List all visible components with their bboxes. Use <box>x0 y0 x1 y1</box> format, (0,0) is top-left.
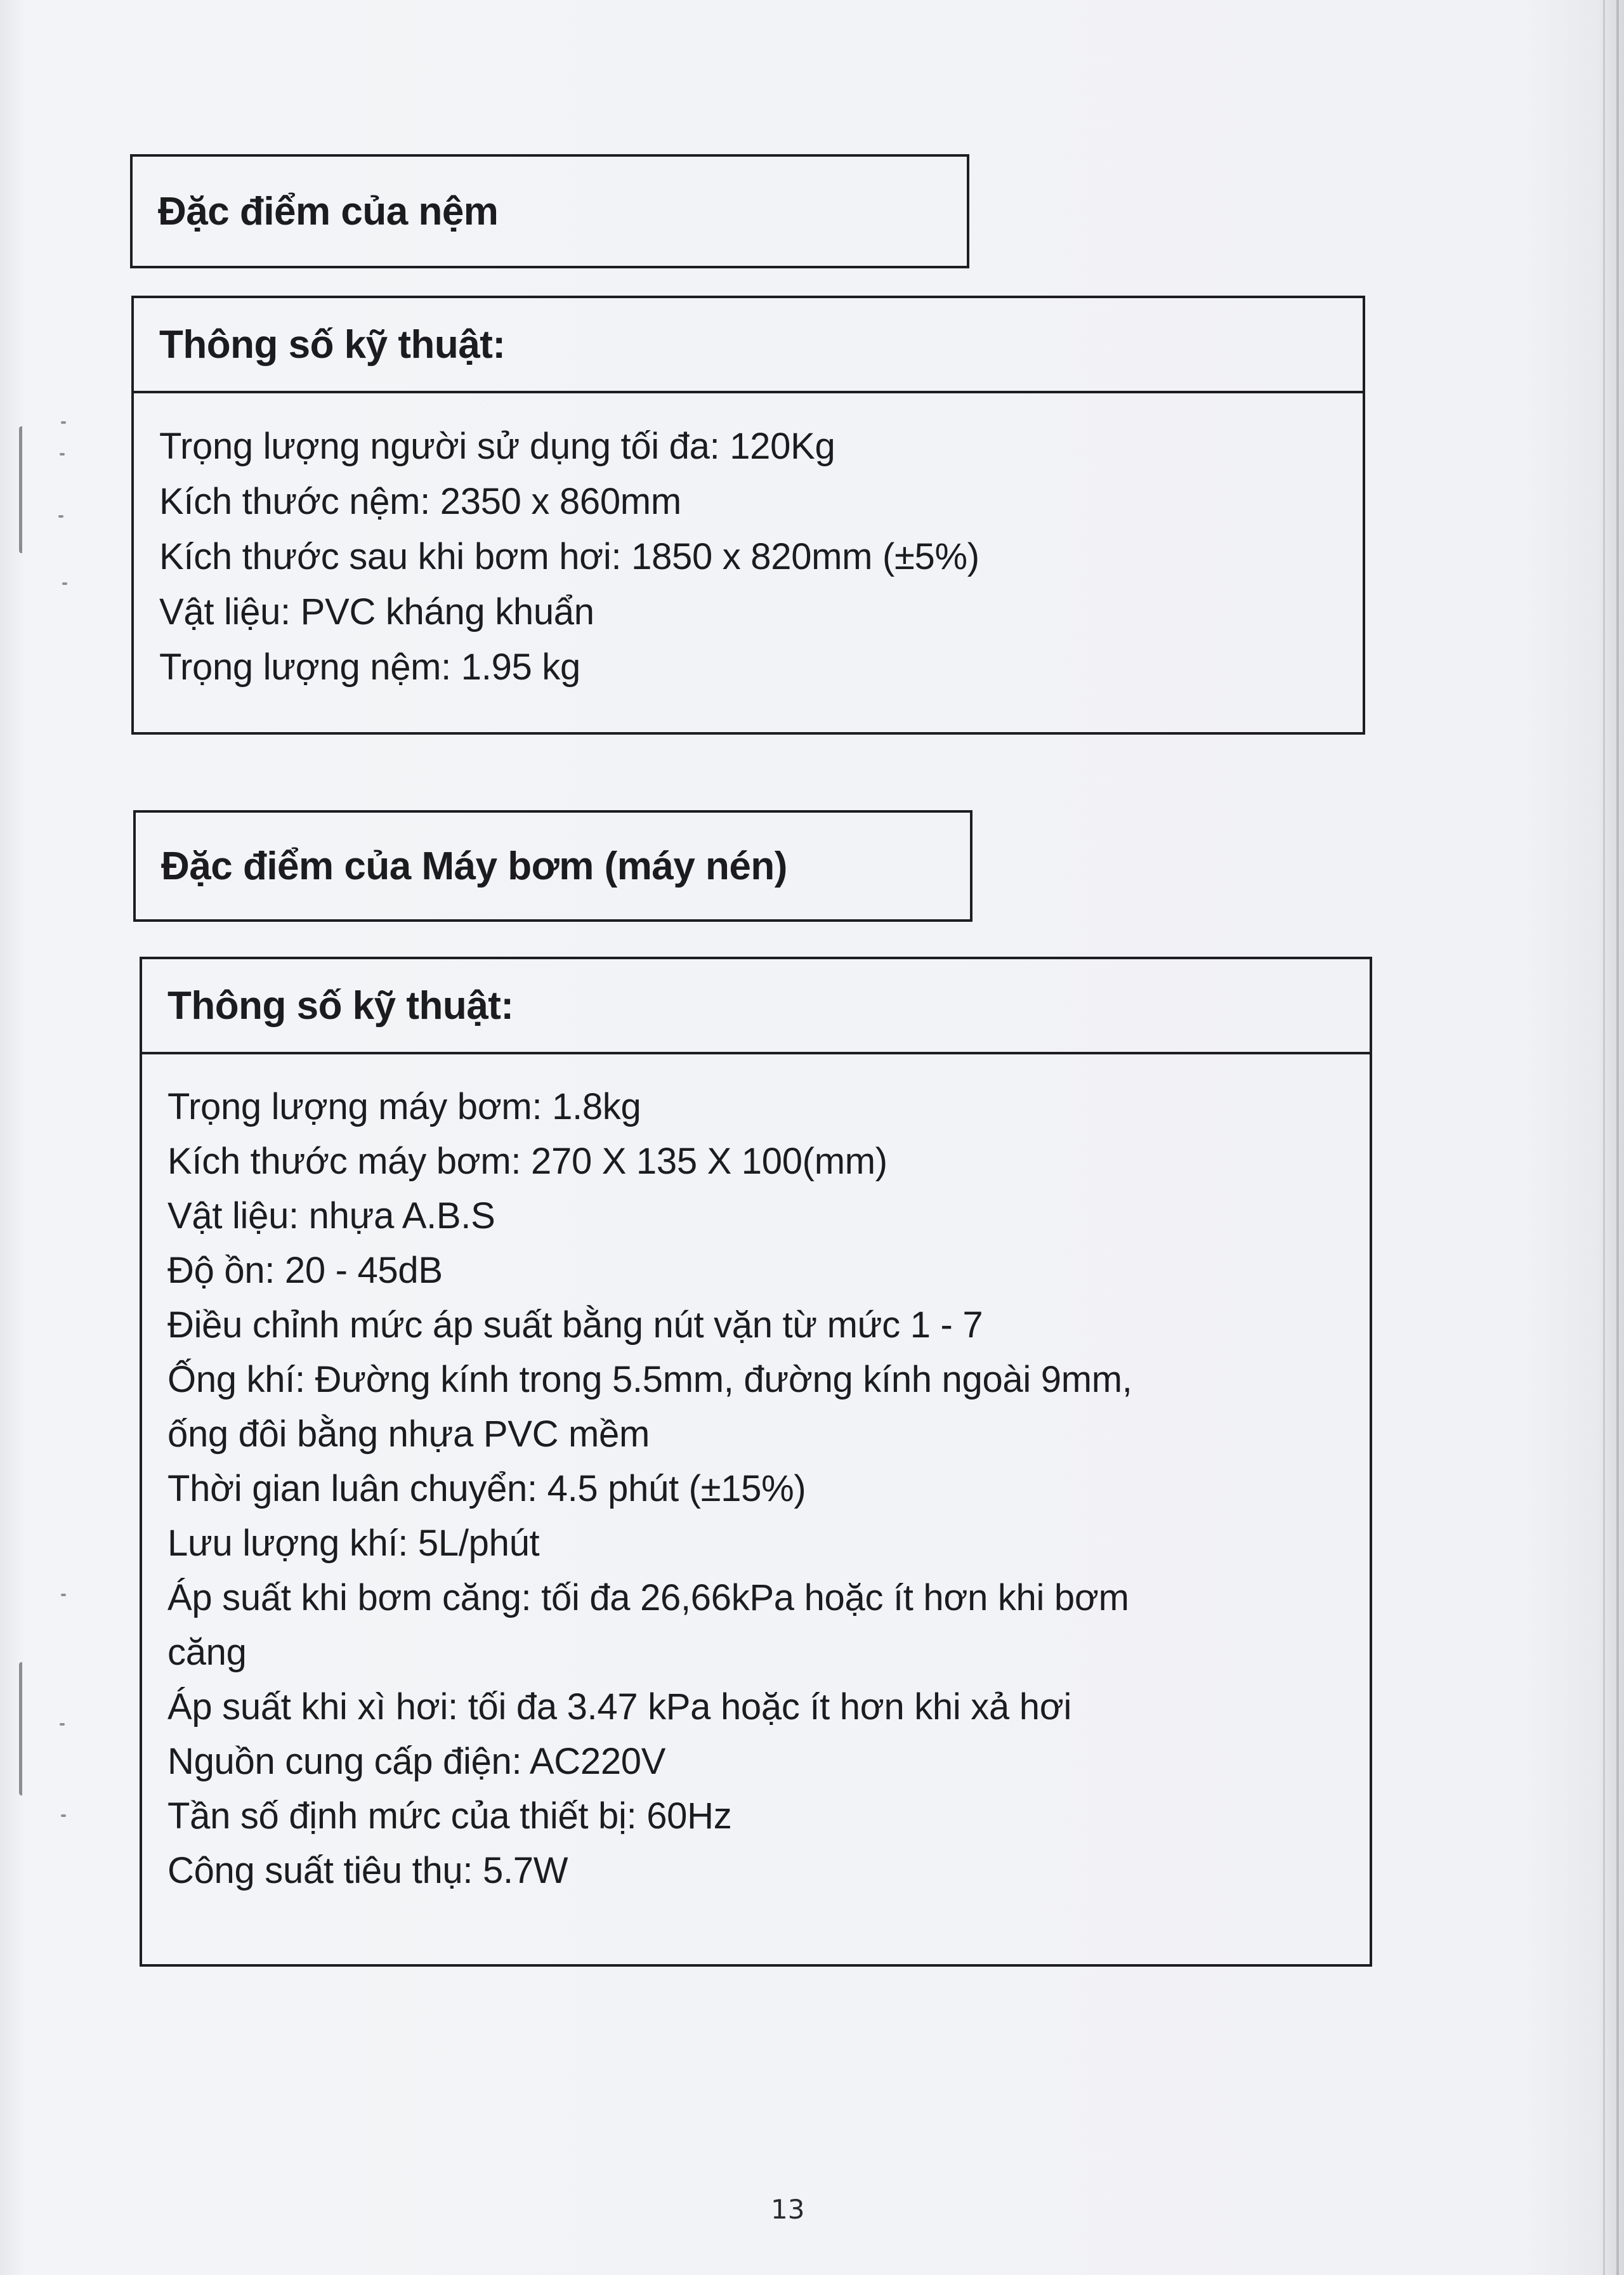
pump-title-box <box>133 810 972 922</box>
spec-item: Vật liệu: nhựa A.B.S <box>167 1195 495 1236</box>
page-edge <box>1603 0 1605 2275</box>
spec-item: ống đôi bằng nhựa PVC mềm <box>167 1413 650 1455</box>
spec-item: Độ ồn: 20 - 45dB <box>167 1250 443 1291</box>
spec-item: Áp suất khi xì hơi: tối đa 3.47 kPa hoặc ít hơn khi xả hơi <box>167 1686 1072 1728</box>
pump-specs-box <box>140 957 1372 1967</box>
binding-staple <box>19 1662 29 1795</box>
pump-title: Đặc điểm của Máy bơm (máy nén) <box>161 844 787 888</box>
spec-item: Kích thước nệm: 2350 x 860mm <box>159 481 681 522</box>
binding-mark <box>62 582 67 585</box>
spec-item: Vật liệu: PVC kháng khuẩn <box>159 591 594 633</box>
mattress-specs-box <box>131 296 1365 735</box>
binding-mark <box>61 1594 66 1596</box>
mattress-title: Đặc điểm của nệm <box>158 189 499 233</box>
page-number: 13 <box>771 2194 805 2225</box>
mattress-specs-list <box>134 393 1363 695</box>
pump-specs-heading: Thông số kỹ thuật: <box>167 983 514 1028</box>
spec-item: Ống khí: Đường kính trong 5.5mm, đường kính ngoài 9mm, <box>167 1359 1132 1400</box>
spec-item: Áp suất khi bơm căng: tối đa 26,66kPa hoặc ít hơn khi bơm <box>167 1577 1129 1618</box>
binding-mark <box>60 1723 65 1726</box>
spec-item: Thời gian luân chuyển: 4.5 phút (±15%) <box>167 1468 806 1509</box>
pump-specs-list <box>142 1054 1370 1898</box>
binding-mark <box>58 515 63 518</box>
mattress-specs-heading: Thông số kỹ thuật: <box>159 322 506 367</box>
mattress-title-box <box>130 154 969 268</box>
page-edge <box>1616 0 1619 2275</box>
spec-item: Điều chỉnh mức áp suất bằng nút vặn từ mức 1 - 7 <box>167 1304 983 1346</box>
spec-item: Tần số định mức của thiết bị: 60Hz <box>167 1795 732 1837</box>
spec-item: căng <box>167 1632 247 1673</box>
spec-item: Kích thước sau khi bơm hơi: 1850 x 820mm (±5%) <box>159 536 979 577</box>
mattress-specs-header <box>134 298 1363 393</box>
binding-mark <box>61 421 66 424</box>
binding-mark <box>61 1814 66 1817</box>
binding-staple <box>19 426 29 553</box>
pump-specs-header <box>142 959 1370 1054</box>
binding-mark <box>60 453 65 456</box>
spec-item: Công suất tiêu thụ: 5.7W <box>167 1850 568 1891</box>
spec-item: Trọng lượng người sử dụng tối đa: 120Kg <box>159 426 835 467</box>
spec-item: Kích thước máy bơm: 270 X 135 X 100(mm) <box>167 1141 887 1182</box>
spec-item: Trọng lượng nệm: 1.95 kg <box>159 646 580 688</box>
spec-item: Lưu lượng khí: 5L/phút <box>167 1523 540 1564</box>
spec-item: Trọng lượng máy bơm: 1.8kg <box>167 1086 641 1127</box>
spec-item: Nguồn cung cấp điện: AC220V <box>167 1741 666 1782</box>
